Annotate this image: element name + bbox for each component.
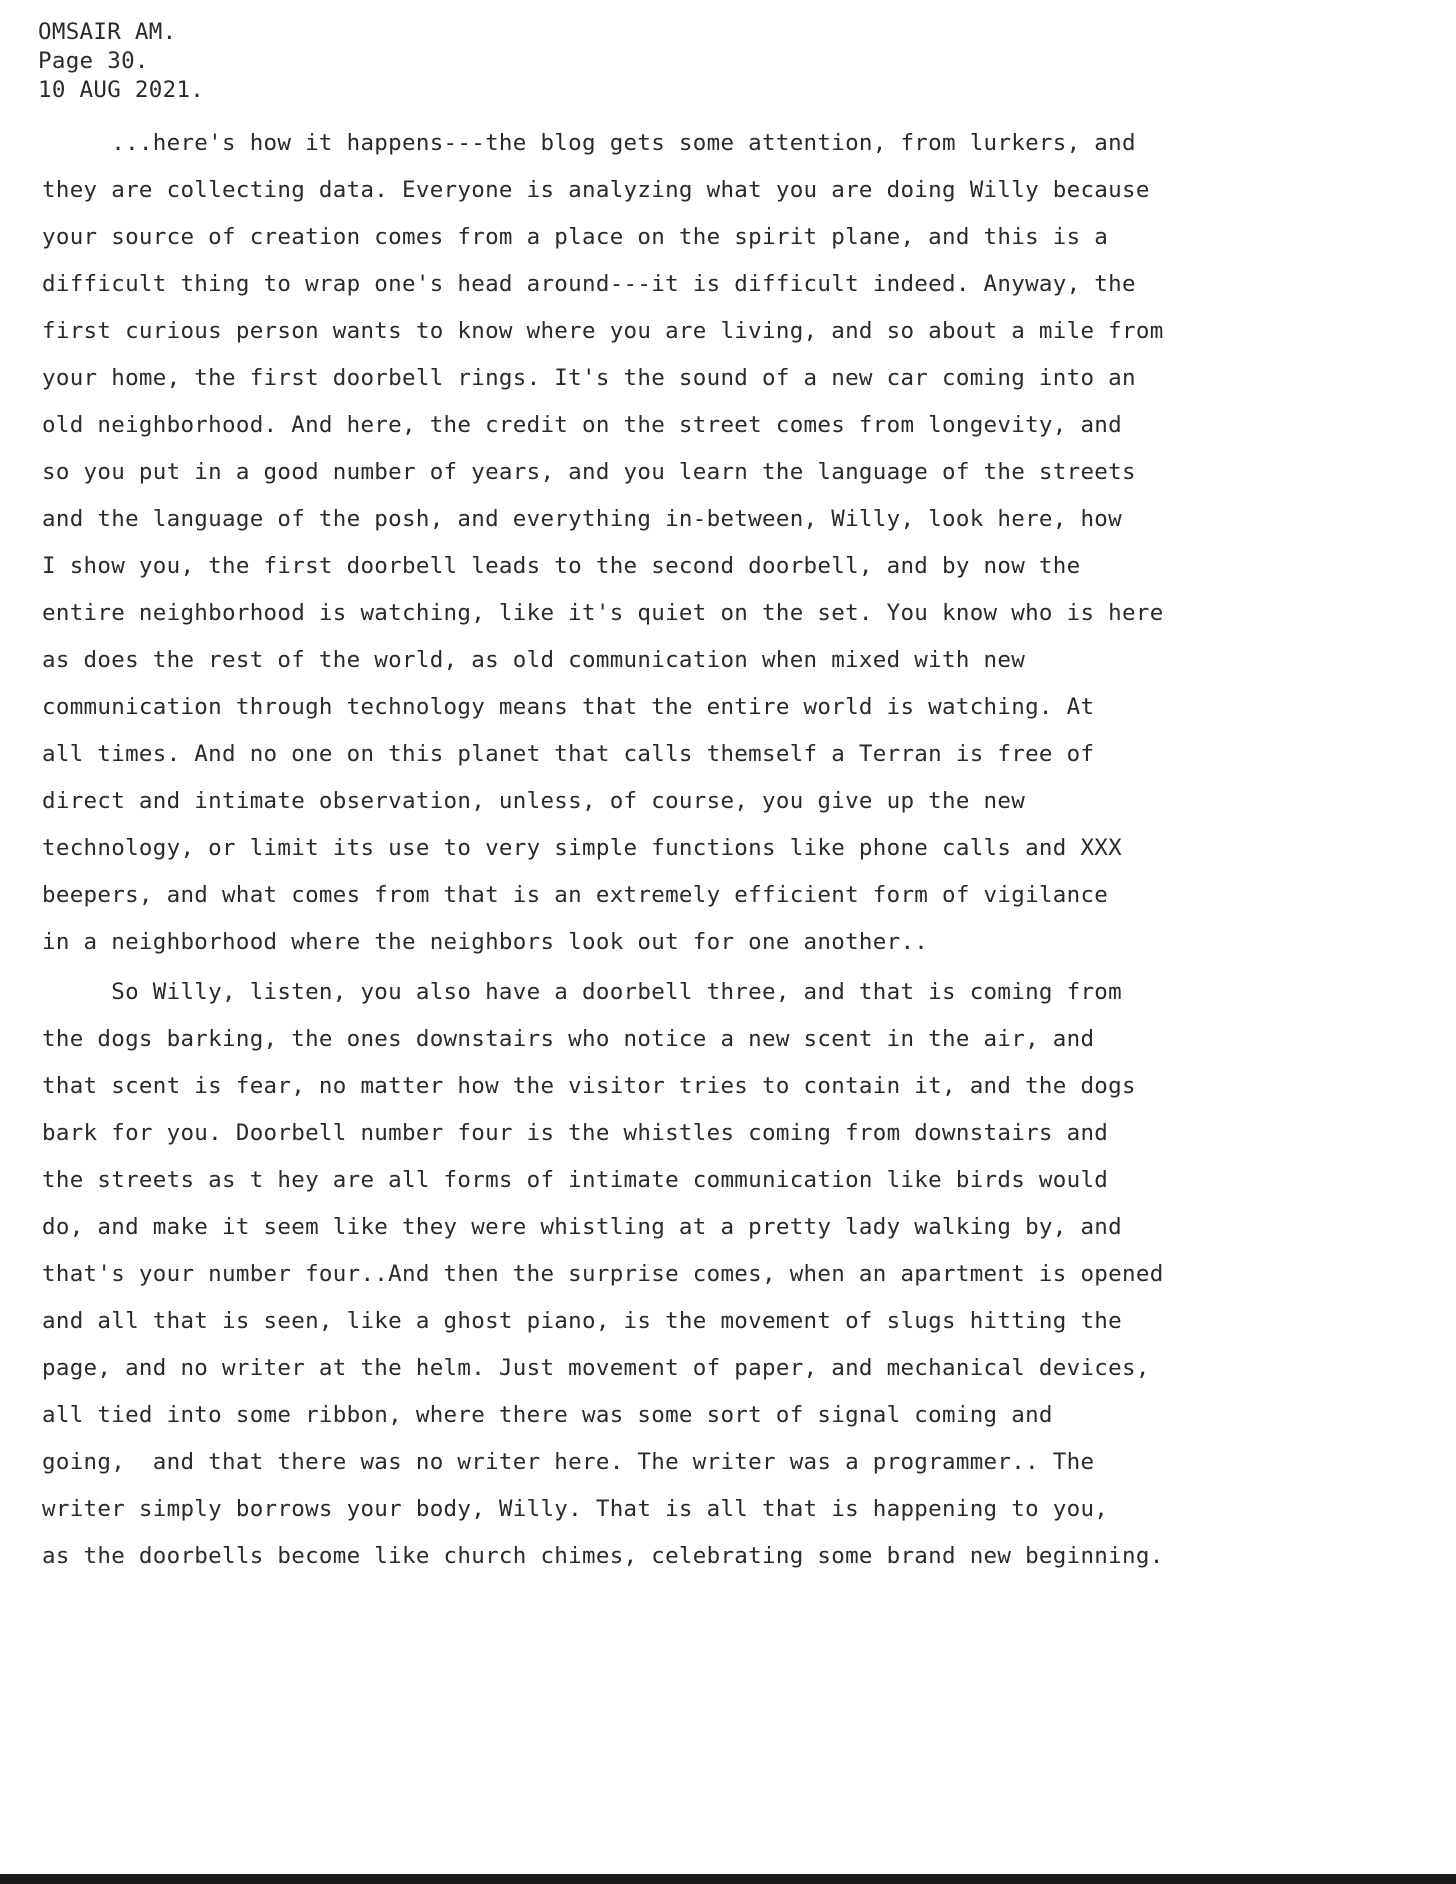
text-line: beepers, and what comes from that is an extremely efficient form of vigilance bbox=[42, 882, 1109, 908]
text-line: your home, the first doorbell rings. It's the sound of a new car coming into an bbox=[42, 365, 1136, 391]
text-line: page, and no writer at the helm. Just movement of paper, and mechanical devices, bbox=[42, 1355, 1150, 1381]
text-line: difficult thing to wrap one's head around---it is difficult indeed. Anyway, the bbox=[42, 271, 1136, 297]
text-line: entire neighborhood is watching, like it's quiet on the set. You know who is here bbox=[42, 600, 1164, 626]
text-line: as does the rest of the world, as old communication when mixed with new bbox=[42, 647, 1026, 673]
text-line: all tied into some ribbon, where there was some sort of signal coming and bbox=[42, 1402, 1053, 1428]
text-line: so you put in a good number of years, and you learn the language of the streets bbox=[42, 459, 1136, 485]
text-line: communication through technology means that the entire world is watching. At bbox=[42, 694, 1095, 720]
text-line: direct and intimate observation, unless, of course, you give up the new bbox=[42, 788, 1026, 814]
text-line: they are collecting data. Everyone is analyzing what you are doing Willy because bbox=[42, 177, 1150, 203]
text-line: writer simply borrows your body, Willy. That is all that is happening to you, bbox=[42, 1496, 1109, 1522]
text-line: first curious person wants to know where you are living, and so about a mile from bbox=[42, 318, 1164, 344]
text-line: the dogs barking, the ones downstairs who notice a new scent in the air, and bbox=[42, 1026, 1095, 1052]
text-line: that scent is fear, no matter how the visitor tries to contain it, and the dogs bbox=[42, 1073, 1136, 1099]
text-line: technology, or limit its use to very simple functions like phone calls and XXX bbox=[42, 835, 1122, 861]
scan-bottom-edge bbox=[0, 1874, 1456, 1884]
text-line: bark for you. Doorbell number four is the whistles coming from downstairs and bbox=[42, 1120, 1109, 1146]
text-line: I show you, the first doorbell leads to the second doorbell, and by now the bbox=[42, 553, 1081, 579]
text-line: and the language of the posh, and everything in-between, Willy, look here, how bbox=[42, 506, 1122, 532]
text-line: the streets as t hey are all forms of intimate communication like birds would bbox=[42, 1167, 1109, 1193]
text-line: So Willy, listen, you also have a doorbell three, and that is coming from bbox=[42, 979, 1122, 1005]
header-page-number: Page 30. bbox=[38, 48, 149, 74]
text-line: as the doorbells become like church chimes, celebrating some brand new beginning. bbox=[42, 1543, 1164, 1569]
text-line: in a neighborhood where the neighbors look out for one another.. bbox=[42, 929, 929, 955]
text-line: going, and that there was no writer here. The writer was a programmer.. The bbox=[42, 1449, 1095, 1475]
text-line: and all that is seen, like a ghost piano, is the movement of slugs hitting the bbox=[42, 1308, 1122, 1334]
header-date: 10 AUG 2021. bbox=[38, 77, 205, 103]
text-line: that's your number four..And then the surprise comes, when an apartment is opened bbox=[42, 1261, 1164, 1287]
header-author: OMSAIR AM. bbox=[38, 19, 177, 45]
text-line: old neighborhood. And here, the credit on the street comes from longevity, and bbox=[42, 412, 1122, 438]
page-header bbox=[38, 18, 204, 105]
text-line: do, and make it seem like they were whistling at a pretty lady walking by, and bbox=[42, 1214, 1122, 1240]
text-line: all times. And no one on this planet that calls themself a Terran is free of bbox=[42, 741, 1095, 767]
text-line: your source of creation comes from a place on the spirit plane, and this is a bbox=[42, 224, 1109, 250]
text-line: ...here's how it happens---the blog gets some attention, from lurkers, and bbox=[42, 130, 1136, 156]
